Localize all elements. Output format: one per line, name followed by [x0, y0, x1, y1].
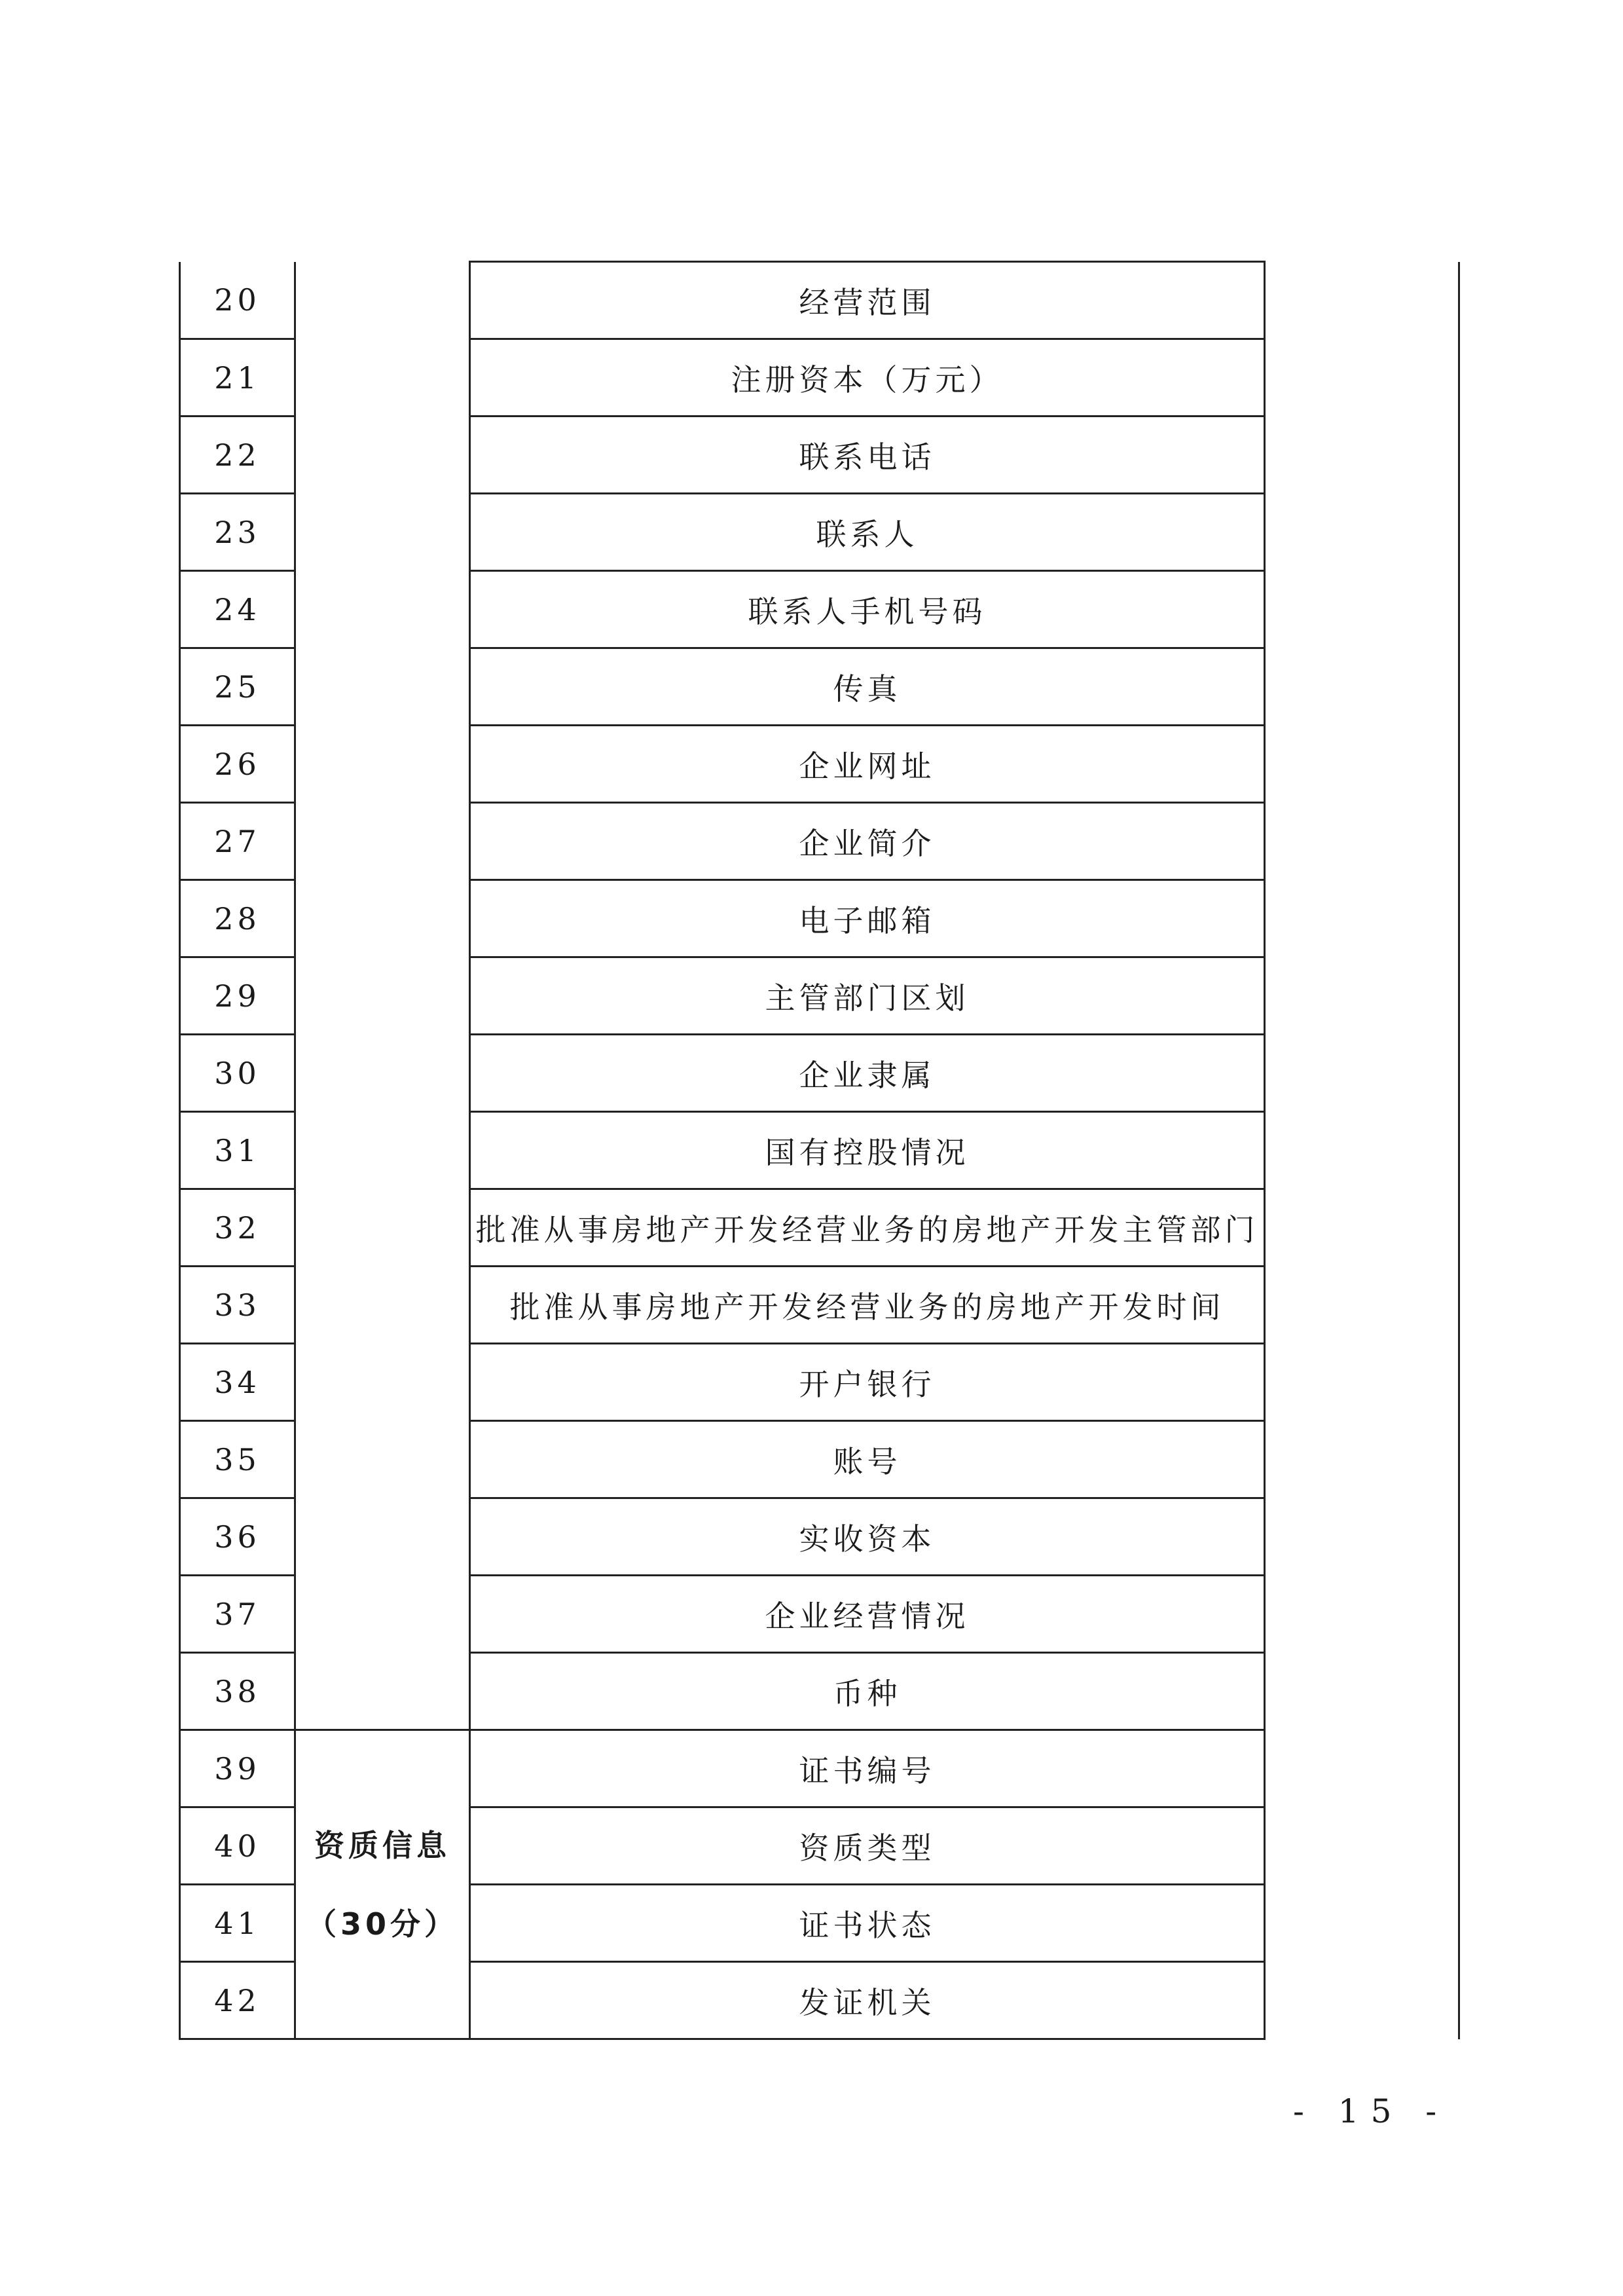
row-number: 23 — [180, 494, 295, 571]
item-name: 账号 — [470, 1421, 1265, 1498]
item-name: 企业隶属 — [470, 1035, 1265, 1112]
item-name: 企业经营情况 — [470, 1576, 1265, 1653]
item-name: 开户银行 — [470, 1344, 1265, 1421]
item-name: 经营范围 — [470, 262, 1265, 339]
item-name: 证书状态 — [470, 1885, 1265, 1962]
page-number: - 15 - — [1293, 2092, 1449, 2130]
item-name: 企业网址 — [470, 726, 1265, 803]
item-name: 国有控股情况 — [470, 1112, 1265, 1189]
item-name: 联系人手机号码 — [470, 571, 1265, 648]
row-number: 20 — [180, 262, 295, 339]
item-name: 主管部门区划 — [470, 957, 1265, 1035]
item-name: 实收资本 — [470, 1498, 1265, 1576]
item-name: 注册资本（万元） — [470, 339, 1265, 417]
table-row — [180, 262, 1459, 339]
row-number: 24 — [180, 571, 295, 648]
row-number: 34 — [180, 1344, 295, 1421]
item-name: 联系电话 — [470, 417, 1265, 494]
row-number: 39 — [180, 1730, 295, 1807]
category-qualification — [295, 1730, 470, 2039]
item-name: 批准从事房地产开发经营业务的房地产开发主管部门 — [470, 1189, 1265, 1267]
category-score: （30分） — [306, 1906, 458, 1942]
item-name: 联系人 — [470, 494, 1265, 571]
item-name: 电子邮箱 — [470, 880, 1265, 957]
item-name: 币种 — [470, 1653, 1265, 1730]
item-name: 企业简介 — [470, 803, 1265, 880]
item-name: 传真 — [470, 648, 1265, 726]
item-name: 证书编号 — [470, 1730, 1265, 1807]
row-number: 26 — [180, 726, 295, 803]
item-name: 批准从事房地产开发经营业务的房地产开发时间 — [470, 1267, 1265, 1344]
score-cell — [1265, 262, 1459, 2039]
row-number: 41 — [180, 1885, 295, 1962]
item-name: 发证机关 — [470, 1962, 1265, 2039]
row-number: 36 — [180, 1498, 295, 1576]
row-number: 29 — [180, 957, 295, 1035]
row-number: 32 — [180, 1189, 295, 1267]
row-number: 38 — [180, 1653, 295, 1730]
row-number: 30 — [180, 1035, 295, 1112]
category-cell-continued — [295, 262, 470, 1730]
row-number: 40 — [180, 1807, 295, 1885]
item-name: 资质类型 — [470, 1807, 1265, 1885]
info-table — [179, 261, 1460, 2040]
row-number: 31 — [180, 1112, 295, 1189]
row-number: 35 — [180, 1421, 295, 1498]
category-name: 资质信息 — [314, 1827, 450, 1863]
row-number: 37 — [180, 1576, 295, 1653]
row-number: 33 — [180, 1267, 295, 1344]
row-number: 21 — [180, 339, 295, 417]
row-number: 25 — [180, 648, 295, 726]
row-number: 27 — [180, 803, 295, 880]
row-number: 22 — [180, 417, 295, 494]
row-number: 42 — [180, 1962, 295, 2039]
row-number: 28 — [180, 880, 295, 957]
